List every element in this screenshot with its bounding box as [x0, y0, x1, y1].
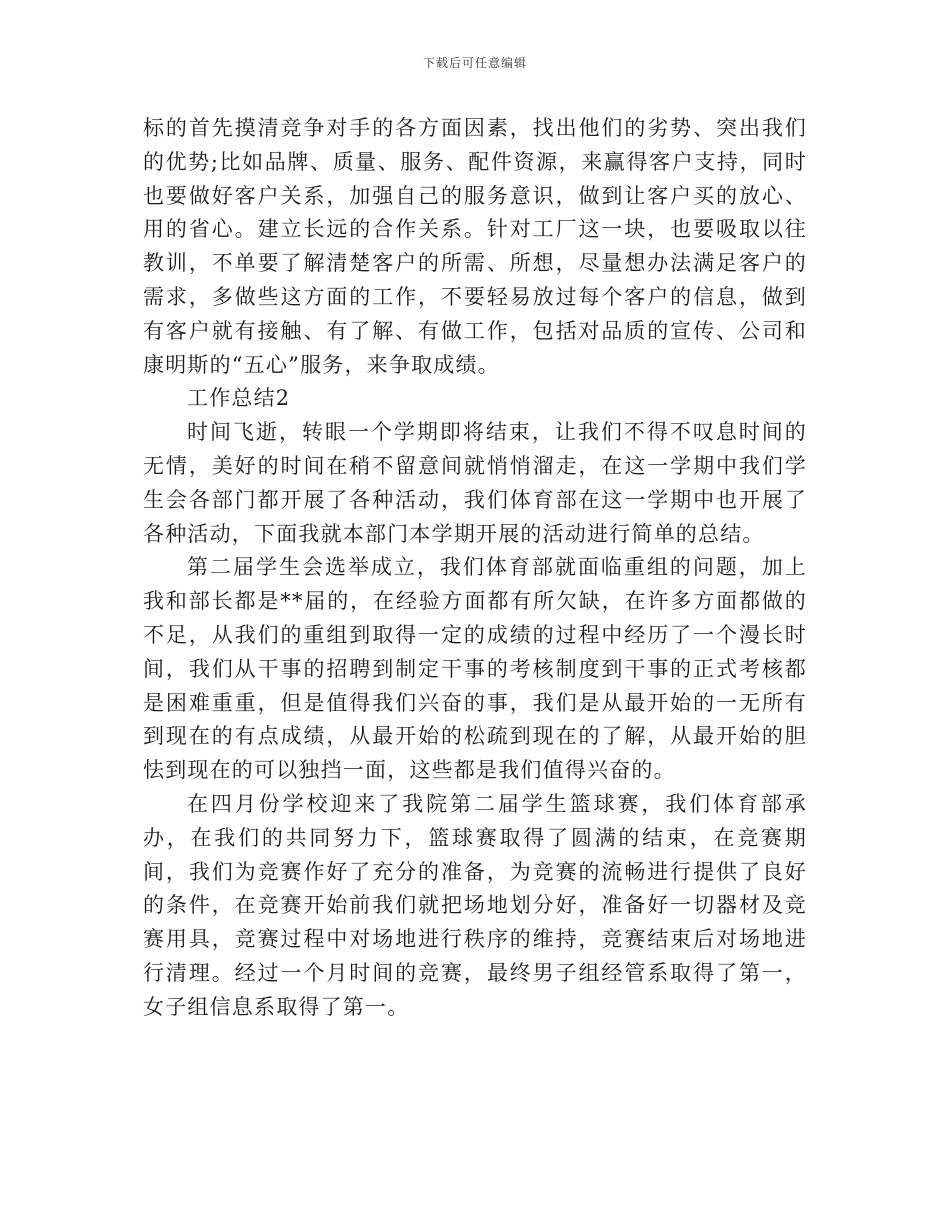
- paragraph-basketball: 在四月份学校迎来了我院第二届学生篮球赛，我们体育部承办，在我们的共同努力下，篮球赛取得了圆满的结束，在竞赛期间，我们为竞赛作好了充分的准备，为竞赛的流畅进行提供了良好的条件，在竞赛开始前我们就把场地划分好，准备好一切器材及竞赛用具，竞赛过程中对场地进行秩序的维持，竞赛结束后对场地进行清理。经过一个月时间的竞赛，最终男子组经管系取得了第一，女子组信息系取得了第一。: [143, 791, 807, 1019]
- paragraph-continuation: 标的首先摸清竞争对手的各方面因素，找出他们的劣势、突出我们的优势;比如品牌、质量、服务、配件资源，来赢得客户支持，同时也要做好客户关系，加强自己的服务意识，做到让客户买的放心、用的省心。建立长远的合作关系。针对工厂这一块，也要吸取以往教训，不单要了解清楚客户的所需、所想，尽量想办法满足客户的需求，多做些这方面的工作，不要轻易放过每个客户的信息，做到有客户就有接触、有了解、有做工作，包括对品质的宣传、公司和康明斯的“五心”服务，来争取成绩。: [143, 116, 807, 377]
- paragraph-intro: 时间飞逝，转眼一个学期即将结束，让我们不得不叹息时间的无情，美好的时间在稍不留意间就悄悄溜走，在这一学期中我们学生会各部门都开展了各种活动，我们体育部在这一学期中也开展了各种活动，下面我就本部门本学期开展的活动进行简单的总结。: [143, 420, 807, 546]
- section-heading: 工作总结2: [187, 386, 291, 411]
- paragraph-reorganization: 第二届学生会选举成立，我们体育部就面临重组的问题，加上我和部长都是**届的，在经验方面都有所欠缺，在许多方面都做的不足，从我们的重组到取得一定的成绩的过程中经历了一个漫长时间，我们从干事的招聘到制定干事的考核制度到干事的正式考核都是困难重重，但是值得我们兴奋的事，我们是从最开始的一无所有到现在的有点成绩，从最开始的松疏到现在的了解，从最开始的胆怯到现在的可以独挡一面，这些都是我们值得兴奋的。: [143, 555, 807, 783]
- page-header: 下载后可任意编辑: [422, 56, 527, 70]
- document-body: [143, 112, 807, 1025]
